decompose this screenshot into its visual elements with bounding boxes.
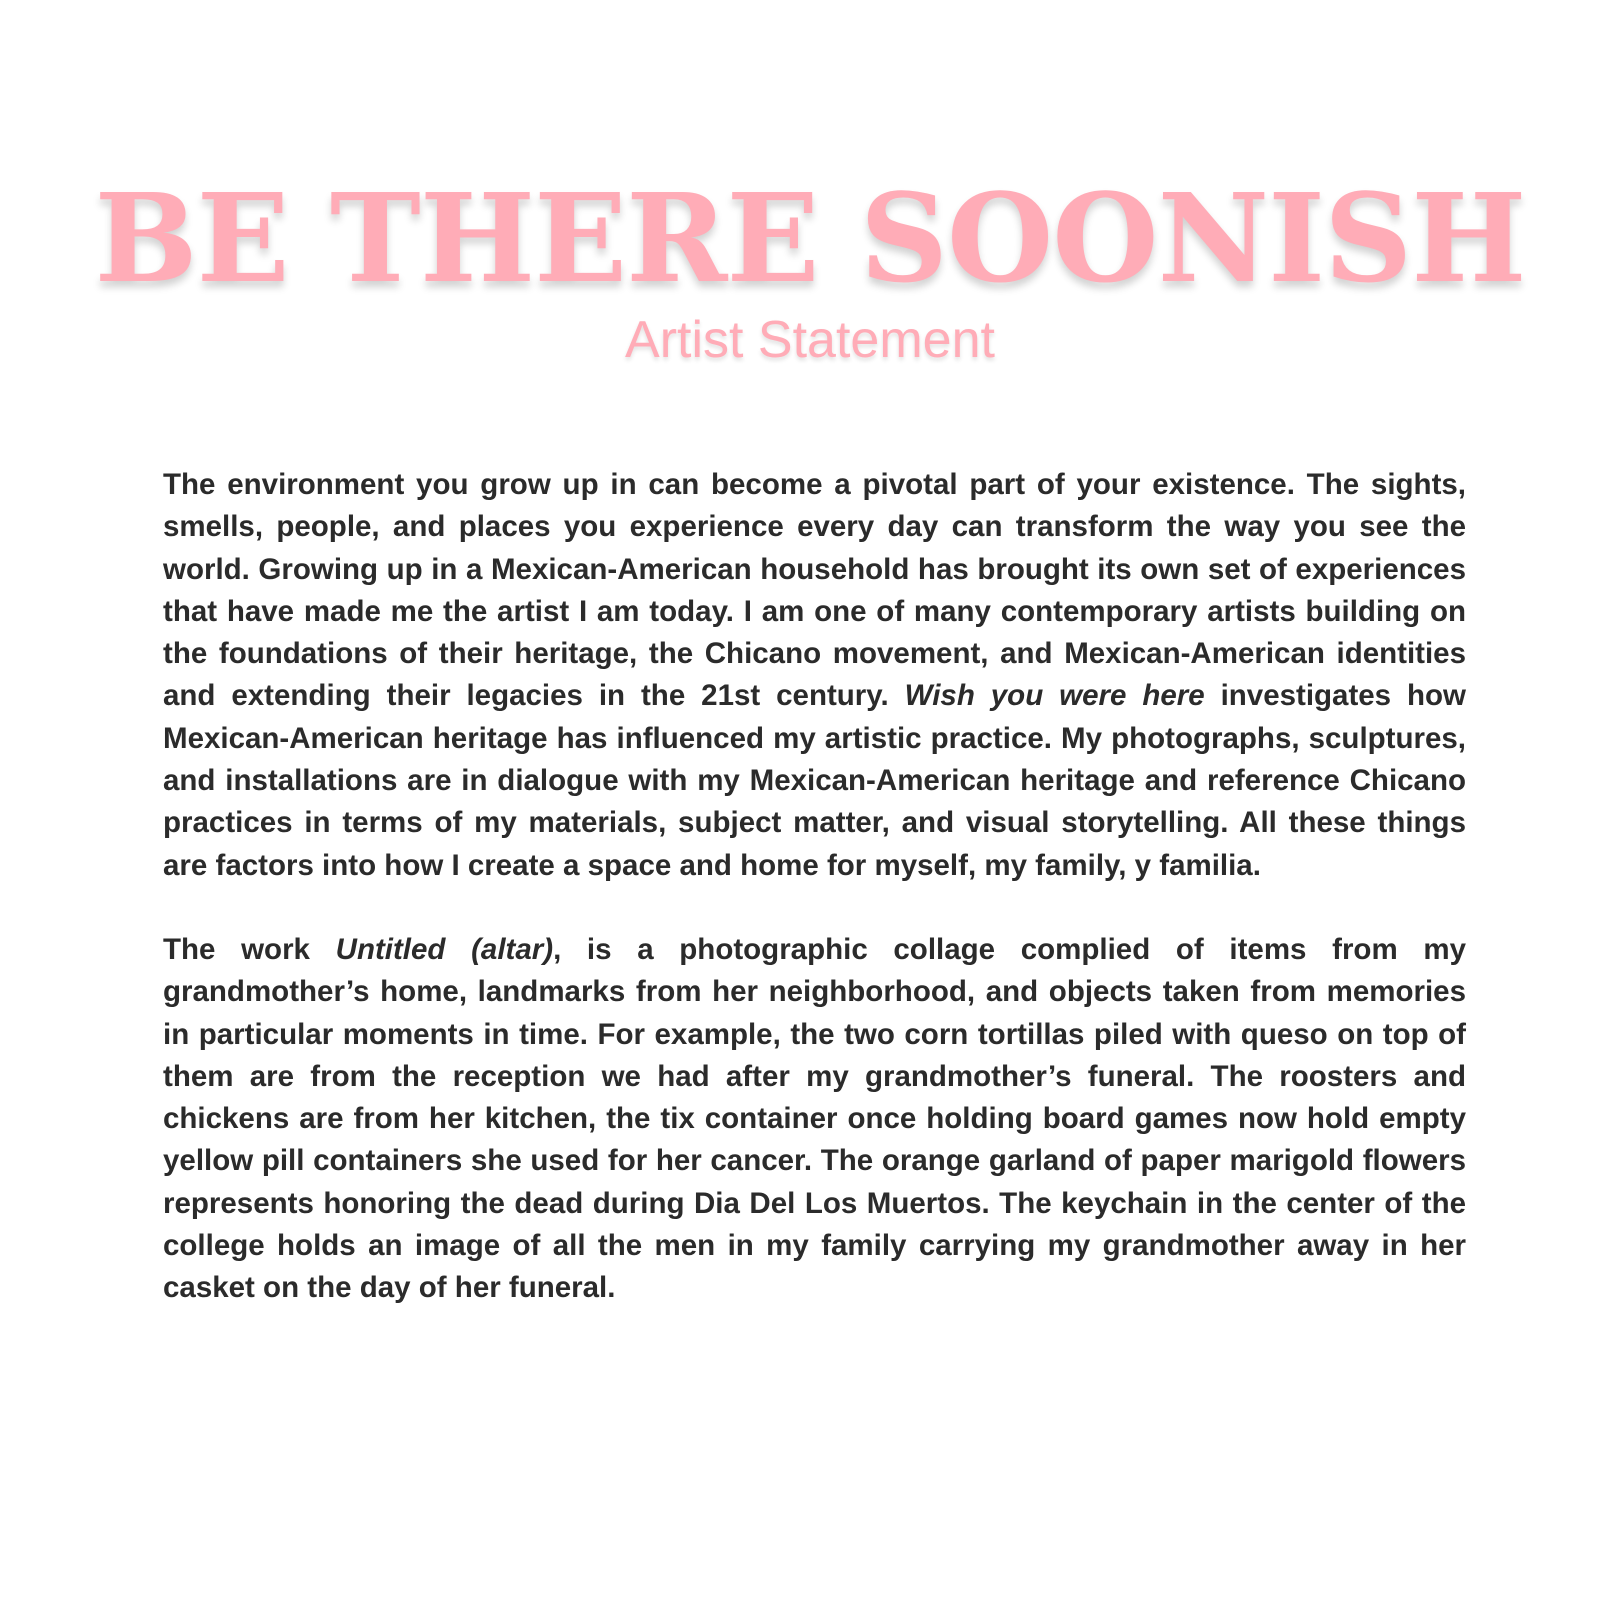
page-subtitle: Artist Statement	[625, 311, 995, 369]
page-title: BE THERE SOONISH	[94, 166, 1526, 310]
artwork-title: Wish you were here	[904, 679, 1205, 713]
paragraph-intro	[163, 464, 1466, 887]
paragraph-altar	[163, 929, 1466, 1310]
statement-body	[163, 464, 1466, 1310]
paragraph-text: The environment you grow up in can become a pivotal part of your existence. The sights, smells, people, and places you experience every day can transform the way you see the world. Growing up in a Mexican-American household has brought its own set of experiences that have made me the artist I am today. I am one of many contemporary artists building on the foundations of their heritage, the Chicano movement, and Mexican-American identities and extending their legacies in the 21st century.	[163, 468, 1466, 713]
paragraph-text: , is a photographic collage complied of items from my grandmother’s home, landmarks from her neighborhood, and objects taken from memories in particular moments in time. For example, the two corn tortillas piled with queso on top of them are from the reception we had after my grandmother’s funeral. The roosters and chickens are from her kitchen, the tix container once holding board games now hold empty yellow pill containers she used for her cancer. The orange garland of paper marigold flowers represents honoring the dead during Dia Del Los Muertos. The keychain in the center of the college holds an image of all the men in my family carrying my grandmother away in her casket on the day of her funeral.	[163, 932, 1466, 1305]
artwork-title: Untitled (altar)	[335, 932, 554, 966]
paragraph-text: investigates how Mexican-American heritage has influenced my artistic practice. My photographs, sculptures, and installations are in dialogue with my Mexican-American heritage and reference Chicano practices in terms of my materials, subject matter, and visual storytelling. All these things are factors into how I create a space and home for myself, my family, y familia.	[163, 679, 1466, 882]
paragraph-text: The work	[163, 932, 336, 966]
